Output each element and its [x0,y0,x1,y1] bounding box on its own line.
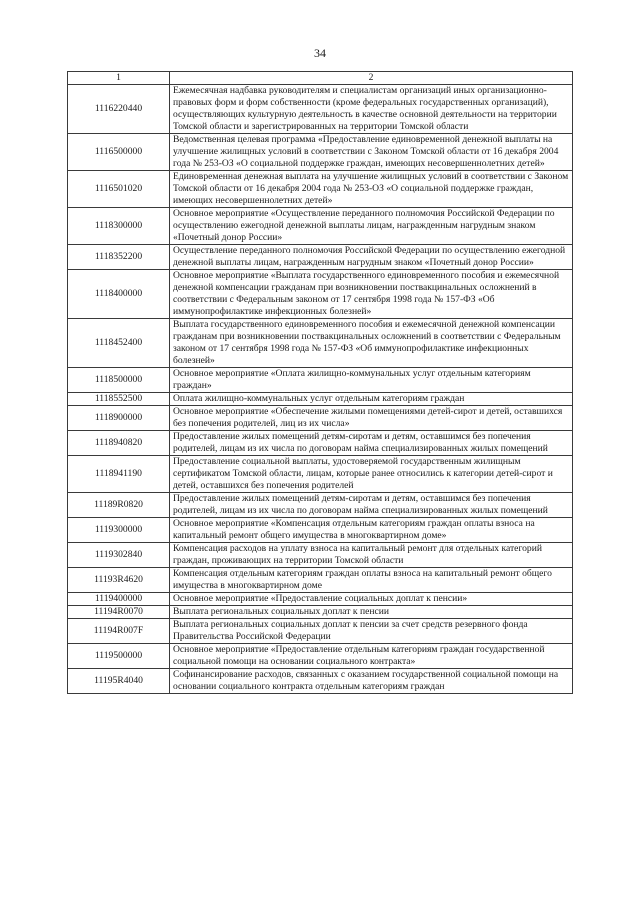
table-row [68,593,573,606]
description-cell: Оплата жилищно-коммунальных услуг отдельным категориям граждан [170,393,573,406]
description-cell: Осуществление переданного полномочия Российской Федерации по осуществлению ежегодной денежной выплаты лицам, награжденным нагрудным знаком «Почетный донор России» [170,245,573,270]
budget-code-cell: 11189R0820 [68,493,170,518]
table-row [68,134,573,171]
description-cell: Единовременная денежная выплата на улучшение жилищных условий в соответствии с Законом Томской области от 16 декабря 2004 года № 253-ОЗ «О социальной поддержке граждан, имеющих несовершеннолетних детей» [170,171,573,208]
table-row [68,171,573,208]
table-row [68,406,573,431]
budget-classification-table [67,71,573,694]
budget-code-cell: 1119300000 [68,518,170,543]
table-row [68,493,573,518]
table-row [68,619,573,644]
description-cell: Основное мероприятие «Компенсация отдельным категориям граждан оплаты взноса на капитальный ремонт общего имущества в многоквартирном доме» [170,518,573,543]
description-cell: Выплата государственного единовременного пособия и ежемесячной денежной компенсации гражданам при возникновении поствакцинальных осложнений в соответствии с Федеральным законом от 17 сентября 1998 года № 157-ФЗ «Об иммунопрофилактике инфекционных болезней» [170,319,573,368]
description-cell: Выплата региональных социальных доплат к пенсии за счет средств резервного фонда Правительства Российской Федерации [170,619,573,644]
table-row [68,245,573,270]
description-cell: Основное мероприятие «Предоставление социальных доплат к пенсии» [170,593,573,606]
budget-code-cell: 11195R4040 [68,669,170,694]
table-row [68,644,573,669]
budget-code-cell: 11193R4620 [68,568,170,593]
budget-code-cell: 1118941190 [68,456,170,493]
table-row [68,456,573,493]
description-cell: Компенсация отдельным категориям граждан оплаты взноса на капитальный ремонт общего имущества в многоквартирном доме [170,568,573,593]
budget-code-cell: 1116501020 [68,171,170,208]
budget-code-cell: 11194R007F [68,619,170,644]
description-cell: Основное мероприятие «Оплата жилищно-коммунальных услуг отдельным категориям граждан» [170,368,573,393]
table-row [68,85,573,134]
budget-code-cell: 1118452400 [68,319,170,368]
table-row [68,270,573,319]
table-row [68,208,573,245]
table-row [68,669,573,694]
table-row [68,543,573,568]
description-cell: Основное мероприятие «Обеспечение жилыми помещениями детей-сирот и детей, оставшихся без попечения родителей, лиц из их числа» [170,406,573,431]
budget-code-cell: 1119302840 [68,543,170,568]
description-cell: Основное мероприятие «Предоставление отдельным категориям граждан государственной социальной помощи на основании социального контракта» [170,644,573,669]
description-cell: Ежемесячная надбавка руководителям и специалистам организаций иных организационно-правовых форм и форм собственности (кроме федеральных государственных организаций), осуществляющих культурную деятельность в качестве основной деятельности на территории Томской области и зарегистрированных на территории Томской области [170,85,573,134]
budget-code-cell: 1119500000 [68,644,170,669]
description-cell: Ведомственная целевая программа «Предоставление единовременной денежной выплаты на улучшение жилищных условий в соответствии с Законом Томской области от 16 декабря 2004 года № 253-ОЗ «О социальной поддержке граждан, имеющих несовершеннолетних детей» [170,134,573,171]
table-row [68,393,573,406]
budget-code-cell: 1116220440 [68,85,170,134]
budget-code-cell: 1116500000 [68,134,170,171]
description-cell: Основное мероприятие «Выплата государственного единовременного пособия и ежемесячной денежной компенсации гражданам при возникновении поствакцинальных осложнений в соответствии с Федеральным законом от 17 сентября 1998 года № 157-ФЗ «Об иммунопрофилактике инфекционных болезней» [170,270,573,319]
table-row [68,518,573,543]
description-cell: Предоставление жилых помещений детям-сиротам и детям, оставшимся без попечения родителей, лицам из их числа по договорам найма специализированных жилых помещений [170,493,573,518]
budget-code-cell: 1118352200 [68,245,170,270]
budget-code-cell: 1118500000 [68,368,170,393]
table-row [68,568,573,593]
budget-code-cell: 1118300000 [68,208,170,245]
budget-code-cell: 11194R0070 [68,606,170,619]
description-cell: Основное мероприятие «Осуществление переданного полномочия Российской Федерации по осуществлению ежегодной денежной выплаты лицам, награжденным нагрудным знаком «Почетный донор России» [170,208,573,245]
column-header-code: 1 [68,72,170,85]
description-cell: Компенсация расходов на уплату взноса на капитальный ремонт для отдельных категорий граждан, проживающих на территории Томской области [170,543,573,568]
table-row [68,319,573,368]
description-cell: Предоставление жилых помещений детям-сиротам и детям, оставшимся без попечения родителей, лицам из их числа по договорам найма специализированных жилых помещений [170,431,573,456]
table-row [68,368,573,393]
budget-code-cell: 1118900000 [68,406,170,431]
budget-code-cell: 1118552500 [68,393,170,406]
page-number: 34 [314,46,326,60]
budget-code-cell: 1119400000 [68,593,170,606]
budget-code-cell: 1118940820 [68,431,170,456]
table-header-row [68,72,573,85]
column-header-description: 2 [170,72,573,85]
table-row [68,431,573,456]
table-row [68,606,573,619]
table-body [68,85,573,694]
description-cell: Предоставление социальной выплаты, удостоверяемой государственным жилищным сертификатом Томской области, лицам, которые ранее относились к категории детей-сирот и детей, оставшихся без попечения родителей [170,456,573,493]
budget-code-cell: 1118400000 [68,270,170,319]
description-cell: Выплата региональных социальных доплат к пенсии [170,606,573,619]
description-cell: Софинансирование расходов, связанных с оказанием государственной социальной помощи на основании социального контракта отдельным категориям граждан [170,669,573,694]
